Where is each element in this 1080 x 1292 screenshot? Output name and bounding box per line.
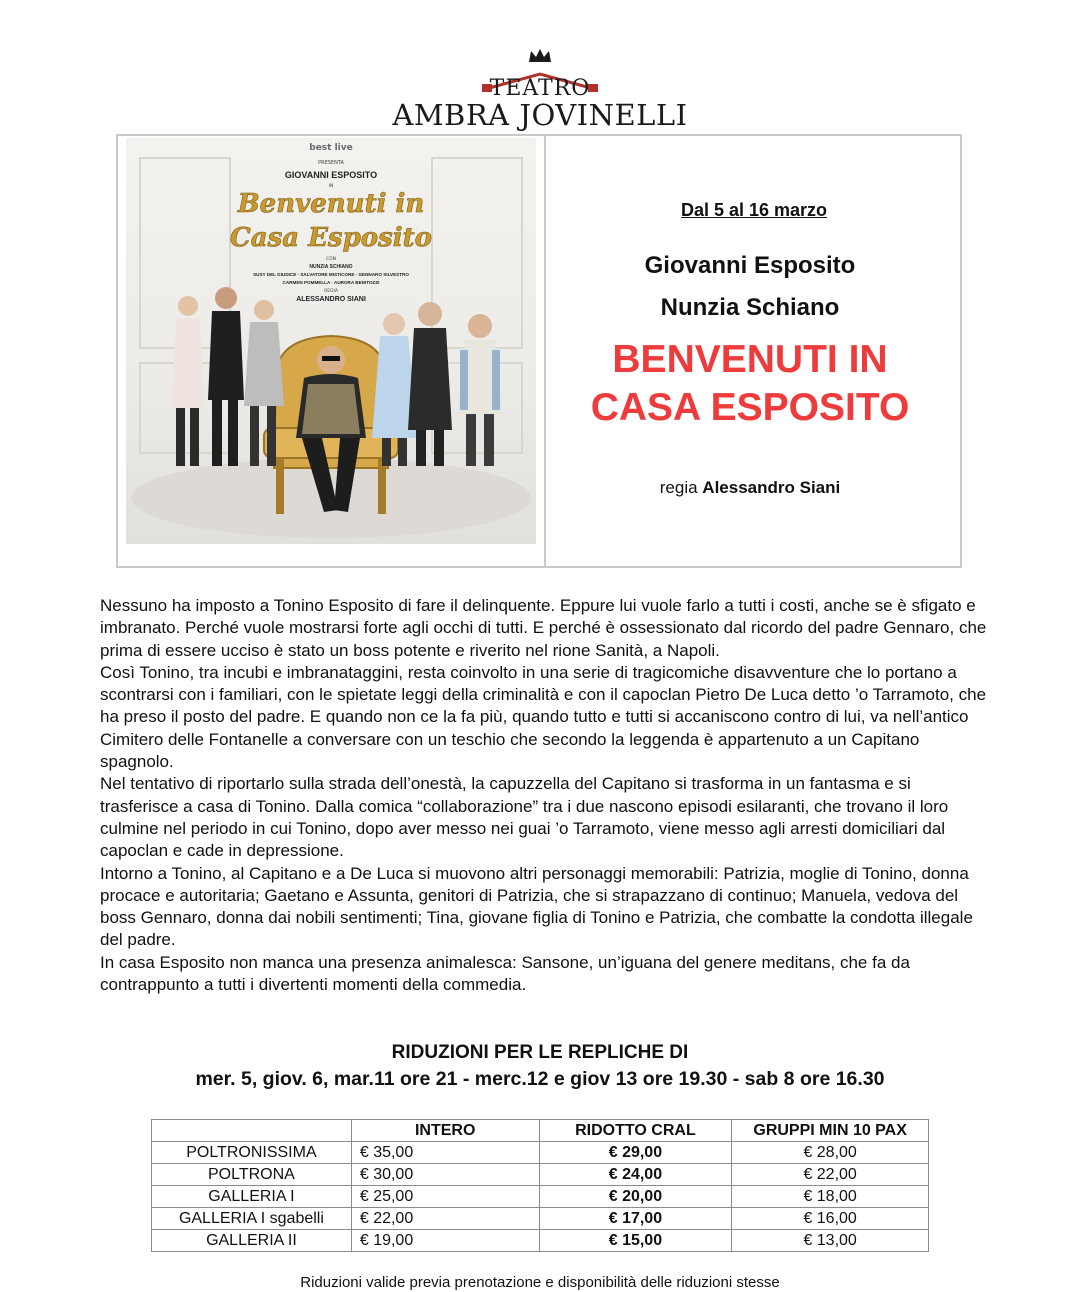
price-ridotto: € 29,00 [539, 1142, 732, 1164]
poster-producer: best live [309, 143, 353, 153]
description-paragraph: Così Tonino, tra incubi e imbranataggini, resta coinvolto in una serie di tragicomiche disavventure che lo portano a scontrarsi con i familiari, con le spietate leggi della criminalità e con il capoclan Pietro De Luca detto ’o Tarramoto, che ha preso il posto del padre. E quando non ce la fa più, quando tutto e tutti si accaniscono contro di lui, va nell’antico Cimitero delle Fontanelle a conversare con un teschio che secondo la leggenda è appartenuto a un Capitano spagnolo. [100, 662, 987, 772]
price-ridotto: € 17,00 [539, 1208, 732, 1230]
director-label: regia [659, 478, 698, 497]
director-name: Alessandro Siani [702, 478, 841, 497]
logo-line-teatro: TEATRO [489, 76, 591, 101]
poster-in: IN [328, 184, 334, 189]
table-row [152, 1164, 929, 1186]
poster-regia-label: REGIA [324, 289, 338, 294]
poster-cast1: NUNZIA SCHIANO [309, 264, 353, 270]
price-gruppi: € 13,00 [732, 1230, 929, 1252]
discounts-heading: RIDUZIONI PER LE REPLICHE DI [391, 1042, 689, 1063]
price-ridotto: € 15,00 [539, 1230, 732, 1252]
poster-presenta: PRESENTA [318, 160, 344, 166]
description-paragraph: In casa Esposito non manca una presenza animalesca: Sansone, un’iguana del genere meditans, che fa da contrappunto a tutti i divertenti momenti della commedia. [100, 952, 910, 995]
sector-cell: POLTRONA [152, 1164, 352, 1186]
description-paragraph: Nel tentativo di riportarlo sulla strada dell’onestà, la capuzzella del Capitano si trasforma in un fantasma e si trasferisce a casa di Tonino. Dalla comica “collaborazione” tra i due nascono episodi esilaranti, che trovano il loro culmine nel periodo in cui Tonino, dopo aver messo nei guai ’o Tarramoto, viene messo agli arresti domiciliari dal capoclan e cade in depressione. [100, 774, 949, 861]
event-dates: Dal 5 al 16 marzo [680, 200, 828, 220]
table-row [152, 1186, 929, 1208]
price-ridotto: € 24,00 [539, 1164, 732, 1186]
sector-cell: GALLERIA I [152, 1186, 352, 1208]
price-intero: € 19,00 [351, 1230, 539, 1252]
price-gruppi: € 22,00 [732, 1164, 929, 1186]
price-gruppi: € 16,00 [732, 1208, 929, 1230]
table-row [152, 1142, 929, 1164]
sector-cell: POLTRONISSIMA [152, 1142, 352, 1164]
crown-icon [527, 48, 553, 64]
table-header-row [152, 1120, 929, 1142]
poster-cast3: CARMEN POMMELLA · AURORA BENITOZZI [282, 280, 380, 285]
column-header-gruppi: GRUPPI MIN 10 PAX [732, 1120, 929, 1142]
column-header-intero: INTERO [351, 1120, 539, 1142]
price-gruppi: € 28,00 [732, 1142, 929, 1164]
poster-cast2: SUSY DEL GIUDICE · SALVATORE MISTICONE · GENNARO SILVESTRO [253, 272, 409, 277]
table-row [152, 1230, 929, 1252]
show-poster [126, 138, 536, 544]
description-paragraph: Nessuno ha imposto a Tonino Esposito di fare il delinquente. Eppure lui vuole farlo a tutti i costi, anche se è sfigato e imbranato. Perché vuole mostrarsi forte agli occhi di tutti. E perché è ossessionato dal ricordo del padre Gennaro, che prima di essere ucciso è stato un boss potente e riverito nel rione Sanità, a Napoli. [100, 596, 987, 660]
column-header-sector [152, 1120, 352, 1142]
cast-left [172, 287, 284, 466]
show-title-line2: CASA ESPOSITO [590, 386, 910, 429]
poster-star: GIOVANNI ESPOSITO [284, 170, 378, 180]
price-intero: € 35,00 [351, 1142, 539, 1164]
logo-line-name: AMBRA JOVINELLI [392, 98, 688, 132]
table-row [152, 1208, 929, 1230]
price-intero: € 30,00 [351, 1164, 539, 1186]
poster-con: CON [325, 257, 337, 262]
poster-title-line2: Casa Esposito [230, 223, 432, 253]
description-paragraph: Intorno a Tonino, al Capitano e a De Luca si muovono altri personaggi memorabili: Patrizia, moglie di Tonino, donna procace e autoritaria; Gaetano e Assunta, genitori di Patrizia, che si strapazzano di continuo; Manuela, vedova del boss Gennaro, donna dai nobili sentimenti; Tina, giovane figlia di Tonino e Patrizia, che combatte la condotta illegale del padre. [100, 863, 973, 950]
sector-cell: GALLERIA II [152, 1230, 352, 1252]
show-description [100, 595, 990, 996]
lead-actor-2: Nunzia Schiano [660, 294, 840, 321]
price-intero: € 25,00 [351, 1186, 539, 1208]
poster-artwork [126, 138, 536, 544]
discounts-footnote: Riduzioni valide previa prenotazione e disponibilità delle riduzioni stesse [300, 1274, 780, 1291]
theatre-logo [0, 40, 1080, 135]
lead-actor-1: Giovanni Esposito [644, 252, 856, 279]
price-table [151, 1119, 929, 1252]
price-gruppi: € 18,00 [732, 1186, 929, 1208]
poster-director: ALESSANDRO SIANI [296, 296, 366, 303]
director-credit [546, 478, 954, 498]
discounts-schedule: mer. 5, giov. 6, mar.11 ore 21 - merc.12 e giov 13 ore 19.30 - sab 8 ore 16.30 [195, 1068, 885, 1090]
sector-cell: GALLERIA I sgabelli [152, 1208, 352, 1230]
show-title-line1: BENVENUTI IN [612, 338, 888, 381]
column-header-ridotto: RIDOTTO CRAL [539, 1120, 732, 1142]
event-info [546, 136, 962, 566]
poster-title-line1: Benvenuti in [237, 189, 425, 219]
price-ridotto: € 20,00 [539, 1186, 732, 1208]
price-intero: € 22,00 [351, 1208, 539, 1230]
